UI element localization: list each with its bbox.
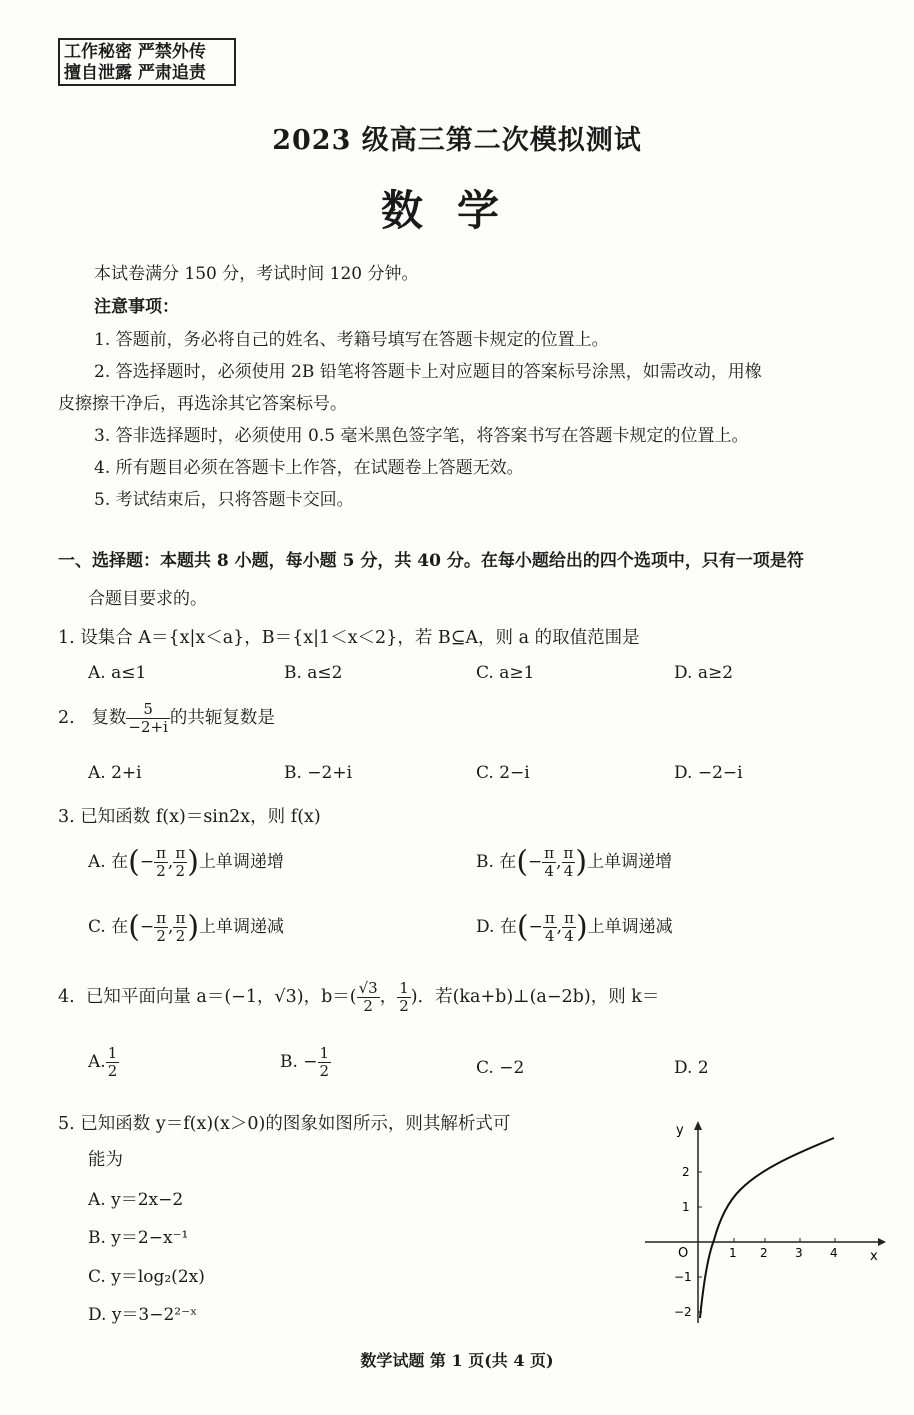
question-2-stem (58, 701, 275, 736)
q3-b-d2: 4 (563, 862, 574, 880)
q4-frac2-den: 2 (399, 997, 409, 1015)
subject-title: 数学 (380, 186, 533, 235)
q4-b-den: 2 (319, 1062, 330, 1080)
q1-option-d: D. a≥2 (674, 663, 734, 683)
q4-frac1-num: √3 (358, 979, 378, 997)
y-tick-minus-1: −1 (674, 1270, 692, 1284)
q2-post: 的共轭复数是 (169, 708, 275, 728)
q2-option-d: D. −2−i (674, 763, 743, 783)
notice-2-cont: 皮擦擦干净后，再选涂其它答案标号。 (58, 394, 347, 414)
q3-d-d1: 4 (544, 927, 555, 945)
q3-c-n2: π (175, 909, 186, 927)
notice-heading: 注意事项： (94, 297, 179, 317)
q3-a-tail: 上单调递增 (198, 852, 284, 872)
q3-a-d2: 2 (175, 862, 186, 880)
q3-c-label: C. 在 (88, 917, 129, 937)
confidential-stamp (58, 38, 236, 86)
q3-option-d: D. 在(− $\frac{\pi}{4}$ , $\frac{\pi}{4}$ )上单调递减 (476, 909, 673, 945)
q3-c-n1: π (156, 909, 167, 927)
x-axis-arrow (878, 1238, 886, 1246)
question-5-stem-cont: 能为 (88, 1150, 123, 1170)
stamp-line-1: 工作秘密 严禁外传 (64, 42, 206, 62)
page-footer: 数学试题 第 1 页(共 4 页) (360, 1351, 554, 1370)
q2-frac-den: −2+i (128, 718, 168, 736)
q4-a-num: 1 (107, 1044, 118, 1062)
x-axis-label: x (870, 1249, 878, 1264)
q3-a-n1: π (156, 844, 166, 862)
y-tick-1: 1 (682, 1200, 690, 1214)
q5-option-d: D. y＝3−2²⁻ˣ (88, 1305, 198, 1325)
q5-option-a: A. y＝2x−2 (88, 1190, 184, 1210)
q3-b-n2: π (563, 844, 574, 862)
function-graph (640, 1118, 890, 1333)
q3-a-d1: 2 (156, 862, 166, 880)
q2-option-a: A. 2+i (88, 763, 142, 783)
x-tick-1: 1 (729, 1246, 737, 1260)
q3-option-c: C. 在(− $\frac{\pi}{2}$ , $\frac{\pi}{2}$ )上单调递减 (88, 909, 285, 945)
q2-number: 2. (58, 708, 75, 728)
q3-d-n1: π (544, 909, 555, 927)
notice-3: 3. 答非选择题时，必须使用 0.5 毫米黑色签字笔，将答案书写在答题卡规定的位置上。 (94, 426, 749, 446)
q3-b-n1: π (544, 844, 555, 862)
q3-c-d1: 2 (156, 927, 166, 945)
y-tick-2: 2 (682, 1165, 690, 1179)
q4-option-d: D. 2 (674, 1058, 709, 1078)
q4-a-label: A. (88, 1052, 106, 1072)
exam-title: 2023 级高三第二次模拟测试 (272, 125, 642, 156)
stamp-line-2: 擅自泄露 严肃追责 (64, 63, 206, 83)
q4-part1: 已知平面向量 a＝(−1，√3)，b＝( (85, 987, 357, 1007)
q2-option-c: C. 2−i (476, 763, 530, 783)
q5-option-b: B. y＝2−x⁻¹ (88, 1228, 189, 1248)
q1-option-a: A. a≤1 (88, 663, 147, 683)
q2-option-b: B. −2+i (284, 763, 353, 783)
exam-intro: 本试卷满分 150 分，考试时间 120 分钟。 (94, 264, 419, 284)
origin-label: O (678, 1246, 689, 1261)
y-tick-minus-2: −2 (674, 1305, 692, 1319)
x-tick-3: 3 (795, 1246, 803, 1260)
q4-number: 4. (58, 987, 75, 1007)
q3-c-tail: 上单调递减 (199, 917, 285, 937)
q3-d-label: D. 在 (476, 917, 517, 937)
q4-option-b (280, 1045, 331, 1080)
q3-option-b: B. 在(− $\frac{\pi}{4}$ , $\frac{\pi}{4}$ )上单调递增 (476, 844, 673, 880)
question-5-stem: 5. 已知函数 y＝f(x)(x＞0)的图象如图所示，则其解析式可 (58, 1114, 511, 1134)
question-4-stem (58, 980, 659, 1015)
q4-frac2-num: 1 (399, 979, 409, 997)
q1-option-b: B. a≤2 (284, 663, 343, 683)
section-1-heading-cont: 合题目要求的。 (88, 589, 207, 609)
q3-option-a: A. 在(− $\frac{\pi}{2}$ , $\frac{\pi}{2}$ )上单调递增 (88, 844, 284, 880)
y-axis-arrow (694, 1121, 702, 1130)
function-curve (700, 1138, 834, 1318)
q3-a-n2: π (175, 844, 186, 862)
q5-option-c: C. y＝log₂(2x) (88, 1267, 205, 1287)
q3-b-tail: 上单调递增 (587, 852, 673, 872)
q3-d-n2: π (564, 909, 574, 927)
q2-frac-num: 5 (126, 701, 169, 719)
q2-fraction (126, 701, 169, 736)
notice-5: 5. 考试结束后，只将答题卡交回。 (94, 490, 354, 510)
q4-b-num: 1 (319, 1044, 330, 1062)
notice-4: 4. 所有题目必须在答题卡上作答，在试题卷上答题无效。 (94, 458, 524, 478)
q3-d-tail: 上单调递减 (587, 917, 673, 937)
section-1-heading: 一、选择题：本题共 8 小题，每小题 5 分，共 40 分。在每小题给出的四个选项中，只有一项是符 (58, 551, 804, 571)
q3-a-label: A. 在 (88, 852, 129, 872)
q2-pre: 复数 (91, 708, 127, 728)
q1-option-c: C. a≥1 (476, 663, 535, 683)
q3-b-label: B. 在 (476, 852, 517, 872)
question-1-stem: 1. 设集合 A＝{x|x＜a}，B＝{x|1＜x＜2}，若 B⊆A，则 a 的取值范围是 (58, 628, 640, 648)
q3-b-d1: 4 (544, 862, 554, 880)
notice-1: 1. 答题前，务必将自己的姓名、考籍号填写在答题卡规定的位置上。 (94, 330, 609, 350)
q4-part2: )．若(ka+b)⊥(a−2b)，则 k＝ (410, 987, 660, 1007)
q3-c-d2: 2 (175, 927, 186, 945)
q4-sep: ， (379, 987, 398, 1007)
q4-b-label: B. − (280, 1052, 318, 1072)
q4-option-c: C. −2 (476, 1058, 525, 1078)
q4-option-a (88, 1045, 119, 1080)
q4-a-den: 2 (107, 1062, 118, 1080)
q3-d-d2: 4 (564, 927, 574, 945)
x-tick-2: 2 (760, 1246, 768, 1260)
notice-2: 2. 答选择题时，必须使用 2B 铅笔将答题卡上对应题目的答案标号涂黑，如需改动，用橡 (94, 362, 762, 382)
y-axis-label: y (676, 1123, 684, 1138)
x-tick-4: 4 (830, 1246, 838, 1260)
q4-frac1-den: 2 (363, 997, 373, 1015)
question-3-stem: 3. 已知函数 f(x)＝sin2x，则 f(x) (58, 807, 321, 827)
